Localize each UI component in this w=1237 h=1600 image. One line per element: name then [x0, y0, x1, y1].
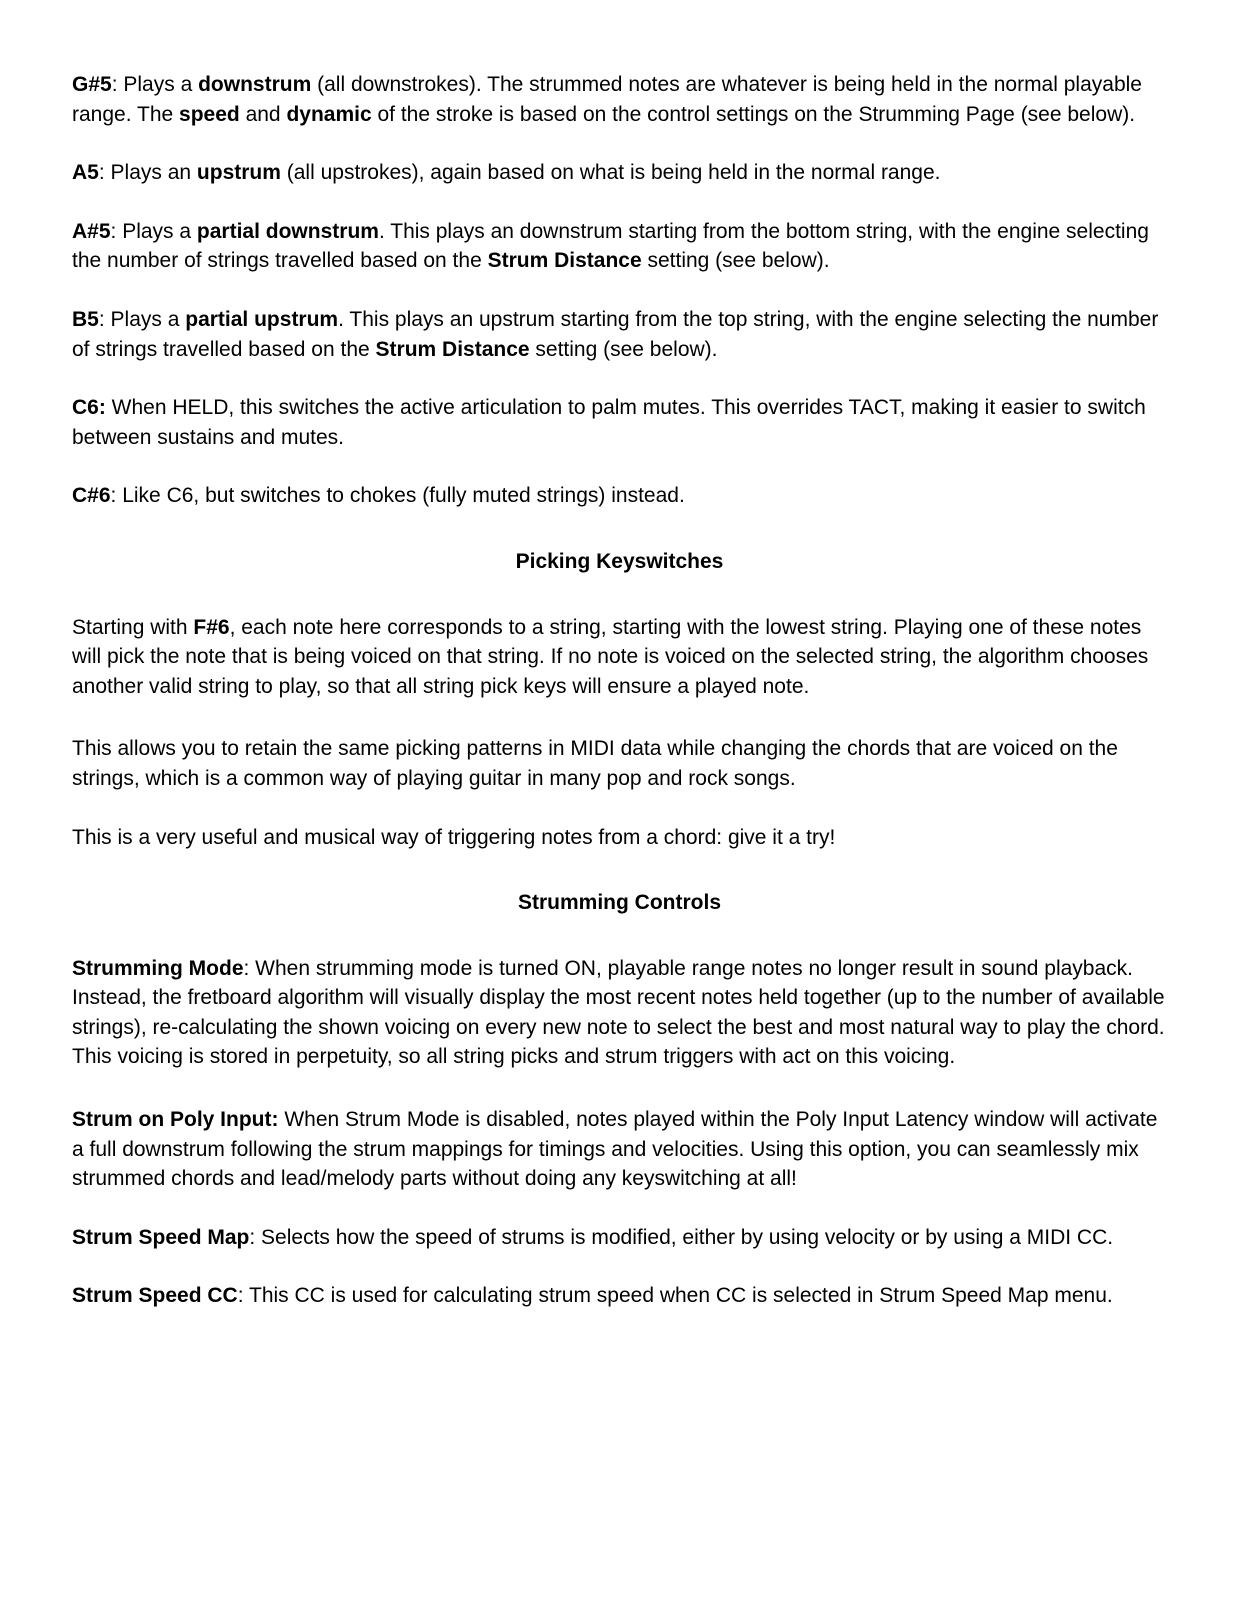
key-label: A#5 — [72, 219, 111, 243]
picking-paragraph-1: Starting with F#6, each note here corresponds to a string, starting with the lowest string. Playing one of these notes will pick the note that is being voiced on that string. If no note is voiced on the selected string, the algorithm chooses another valid string to play, so that all string pick keys will ensure a played note. — [72, 615, 1149, 698]
key-label: C6: — [72, 396, 106, 420]
keyswitch-c-sharp-6: C#6: Like C6, but switches to chokes (fully muted strings) instead. — [72, 484, 685, 508]
key-label: F#6 — [193, 615, 230, 639]
key-label: C#6 — [72, 484, 111, 508]
key-label: B5 — [72, 307, 99, 331]
term-label: Strum Speed CC — [72, 1284, 238, 1308]
picking-paragraph-3: This is a very useful and musical way of triggering notes from a chord: give it a try! — [72, 825, 836, 849]
strumming-mode-item: Strumming Mode: When strumming mode is turned ON, playable range notes no longer result in sound playback. Instead, the fretboard algorithm will visually display the most recent notes held together (up to the number of available strings), re-calculating the shown voicing on every new note to select the best and most natural way to play the chord. This voicing is stored in perpetuity, so all string picks and strum triggers with act on this voicing. — [72, 956, 1165, 1069]
key-label: G#5 — [72, 73, 112, 96]
strum-speed-cc-item: Strum Speed CC: This CC is used for calculating strum speed when CC is selected in Strum Speed Map menu. — [72, 1284, 1113, 1308]
term-label: Strum on Poly Input: — [72, 1108, 279, 1132]
strum-speed-map-item: Strum Speed Map: Selects how the speed of strums is modified, either by using velocity or by using a MIDI CC. — [72, 1225, 1114, 1249]
keyswitch-a-sharp-5: A#5: Plays a partial downstrum. This plays an downstrum starting from the bottom string, with the engine selecting the number of strings travelled based on the Strum Distance setting (see below). — [72, 219, 1149, 273]
key-label: A5 — [72, 161, 99, 185]
keyswitch-c-6: C6: When HELD, this switches the active articulation to palm mutes. This overrides TACT, making it easier to switch between sustains and mutes. — [72, 396, 1146, 449]
strum-on-poly-input-item: Strum on Poly Input: When Strum Mode is disabled, notes played within the Poly Input Latency window will activate a full downstrum following the strum mappings for timings and velocities. Using this option, you can seamlessly mix strummed chords and lead/melody parts without doing any keyswitching at all! — [72, 1108, 1158, 1191]
document-page — [72, 70, 1167, 1311]
keyswitch-a-5: A5: Plays an upstrum (all upstrokes), again based on what is being held in the normal range. — [72, 161, 941, 185]
keyswitch-g-sharp-5: G#5: Plays a downstrum (all downstrokes). The strummed notes are whatever is being held in the normal playable range. The speed and dynamic of the stroke is based on the control settings on the Strumming Page (see below). — [72, 73, 1142, 126]
picking-paragraph-2: This allows you to retain the same picking patterns in MIDI data while changing the chords that are voiced on the strings, which is a common way of playing guitar in many pop and rock songs. — [72, 737, 1118, 790]
strumming-heading: Strumming Controls — [518, 891, 721, 915]
keyswitch-b-5: B5: Plays a partial upstrum. This plays an upstrum starting from the top string, with the engine selecting the number of strings travelled based on the Strum Distance setting (see below). — [72, 307, 1159, 361]
term-label: Strumming Mode — [72, 956, 244, 980]
picking-heading: Picking Keyswitches — [515, 549, 724, 573]
term-label: Strum Speed Map — [72, 1225, 250, 1249]
